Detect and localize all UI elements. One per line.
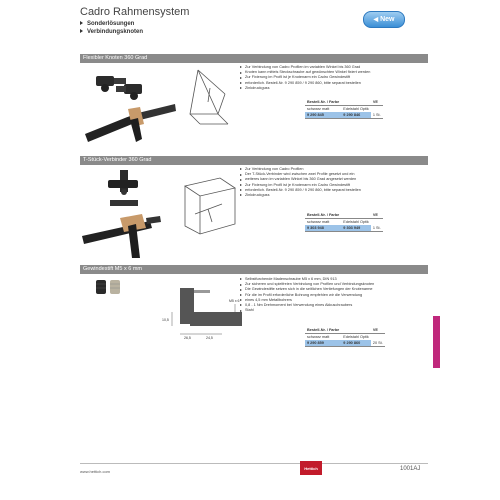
bullet-item: erforderlich. Bestell-Nr. 9 290 859 / 9 290 860, bitte separat bestellen bbox=[240, 188, 428, 193]
set-screw-images bbox=[80, 276, 240, 356]
bullet-item: Zur Verbindung von Cadro Profilen im variablen Winkel bis 360 Grad bbox=[240, 65, 428, 70]
bullet-item: Selbstfurchende Madenschraube M5 x 6 mm, DIN 913 bbox=[240, 277, 428, 282]
table-row: 9 290 845 9 290 846 1 St. bbox=[307, 113, 381, 117]
flexible-node-images bbox=[80, 64, 240, 154]
bullet-item: Zur Fixierung im Profil ist je Knotenarm ein Cadro Gewindestift bbox=[240, 75, 428, 80]
dimension-label: 26,5 bbox=[184, 336, 191, 340]
table-row: 9 290 859 9 290 860 20 St. bbox=[307, 341, 383, 345]
t-piece-images bbox=[80, 166, 240, 261]
page-title: Cadro Rahmensystem bbox=[80, 6, 190, 18]
dimension-label: 24,5 bbox=[206, 336, 213, 340]
bullet-item: Knoten kann mittels Steckschraube auf gewünschten Winkel fixiert werden bbox=[240, 70, 428, 75]
dimension-label: 10,5 bbox=[162, 318, 169, 322]
section-header-t-stueck: T-Stück-Verbinder 360 Grad bbox=[80, 156, 428, 165]
arrow-right-icon: ◀ bbox=[373, 17, 379, 23]
bullet-item: Zur Fixierung im Profil ist je Knotenarm ein Cadro Gewindestift bbox=[240, 183, 428, 188]
flexible-node-diagram bbox=[190, 70, 228, 124]
flexible-node-photo bbox=[96, 76, 142, 100]
footer-divider bbox=[80, 463, 428, 464]
chapter-tab[interactable] bbox=[433, 316, 440, 368]
bullet-list bbox=[240, 167, 428, 198]
flexible-node-closeup bbox=[85, 104, 176, 142]
hettich-logo: Hettich bbox=[300, 461, 322, 475]
bullet-item: Die Gewindestifte setzen sich in die seitlichen Vertiefungen der Knotenarme bbox=[240, 287, 428, 292]
t-piece-diagram bbox=[185, 178, 235, 234]
bullet-item: 0,8 - 1 Nm Drehmoment bei Verwendung eines Akkuschraubers bbox=[240, 303, 428, 308]
bullet-item: weiteres kann im variablen Winkel bis 360 Grad angesetzt werden bbox=[240, 177, 428, 182]
t-piece-photo bbox=[108, 170, 138, 206]
section-header-gewindestift: Gewindestift M5 x 6 mm bbox=[80, 265, 428, 274]
set-screw-photo bbox=[96, 280, 120, 294]
bullet-item: Zur Verbindung von Cadro Profilen bbox=[240, 167, 428, 172]
new-badge: ◀ New bbox=[363, 11, 405, 28]
order-table: Bestell-Nr. / Farbe VE schwarz matt Edelstahl Optik 9 303 948 9 303 949 1 St. bbox=[307, 213, 381, 230]
bullet-item: eines 4,5 mm Metallbohrers bbox=[240, 298, 428, 303]
order-table: Bestell-Nr. / Farbe VE schwarz matt Edelstahl Optik 9 290 845 9 290 846 1 St. bbox=[307, 100, 381, 117]
dimension-label: M5 x 6 bbox=[229, 299, 240, 303]
triangle-icon bbox=[80, 21, 83, 25]
section-header-flexibler-knoten: Flexibler Knoten 360 Grad bbox=[80, 54, 428, 63]
bullet-item: Für die im Profil erforderliche Bohrung empfehlen wir die Verwendung bbox=[240, 293, 428, 298]
bullet-item: Stahl bbox=[240, 308, 428, 313]
subnav-item-sonderloesungen[interactable]: Sonderlösungen bbox=[80, 21, 134, 27]
page-number: 1001AJ bbox=[400, 466, 421, 472]
bullet-item: Zinkdruckguss bbox=[240, 193, 428, 198]
triangle-icon bbox=[80, 29, 83, 33]
table-row: 9 303 948 9 303 949 1 St. bbox=[307, 226, 381, 230]
order-table: Bestell-Nr. / Farbe VE schwarz matt Edelstahl Optik 9 290 859 9 290 860 20 St. bbox=[307, 328, 383, 345]
bullet-item: Der T-Stück-Verbinder wird zwischen zwei Profile gesetzt und ein bbox=[240, 172, 428, 177]
bullet-list bbox=[240, 65, 428, 91]
subnav-item-verbindungsknoten[interactable]: Verbindungsknoten bbox=[80, 29, 143, 35]
bullet-item: erforderlich. Bestell-Nr. 9 290 859 / 9 290 860, bitte separat bestellen bbox=[240, 81, 428, 86]
set-screw-technical-drawing bbox=[162, 288, 242, 340]
bullet-list bbox=[240, 277, 428, 313]
bullet-item: Zur sicheren und spielfreien Verbindung von Profilen und Verbindungsknoten bbox=[240, 282, 428, 287]
t-piece-closeup bbox=[82, 214, 161, 258]
bullet-item: Zinkdruckguss bbox=[240, 86, 428, 91]
footer-url[interactable]: www.hettich.com bbox=[80, 469, 111, 474]
